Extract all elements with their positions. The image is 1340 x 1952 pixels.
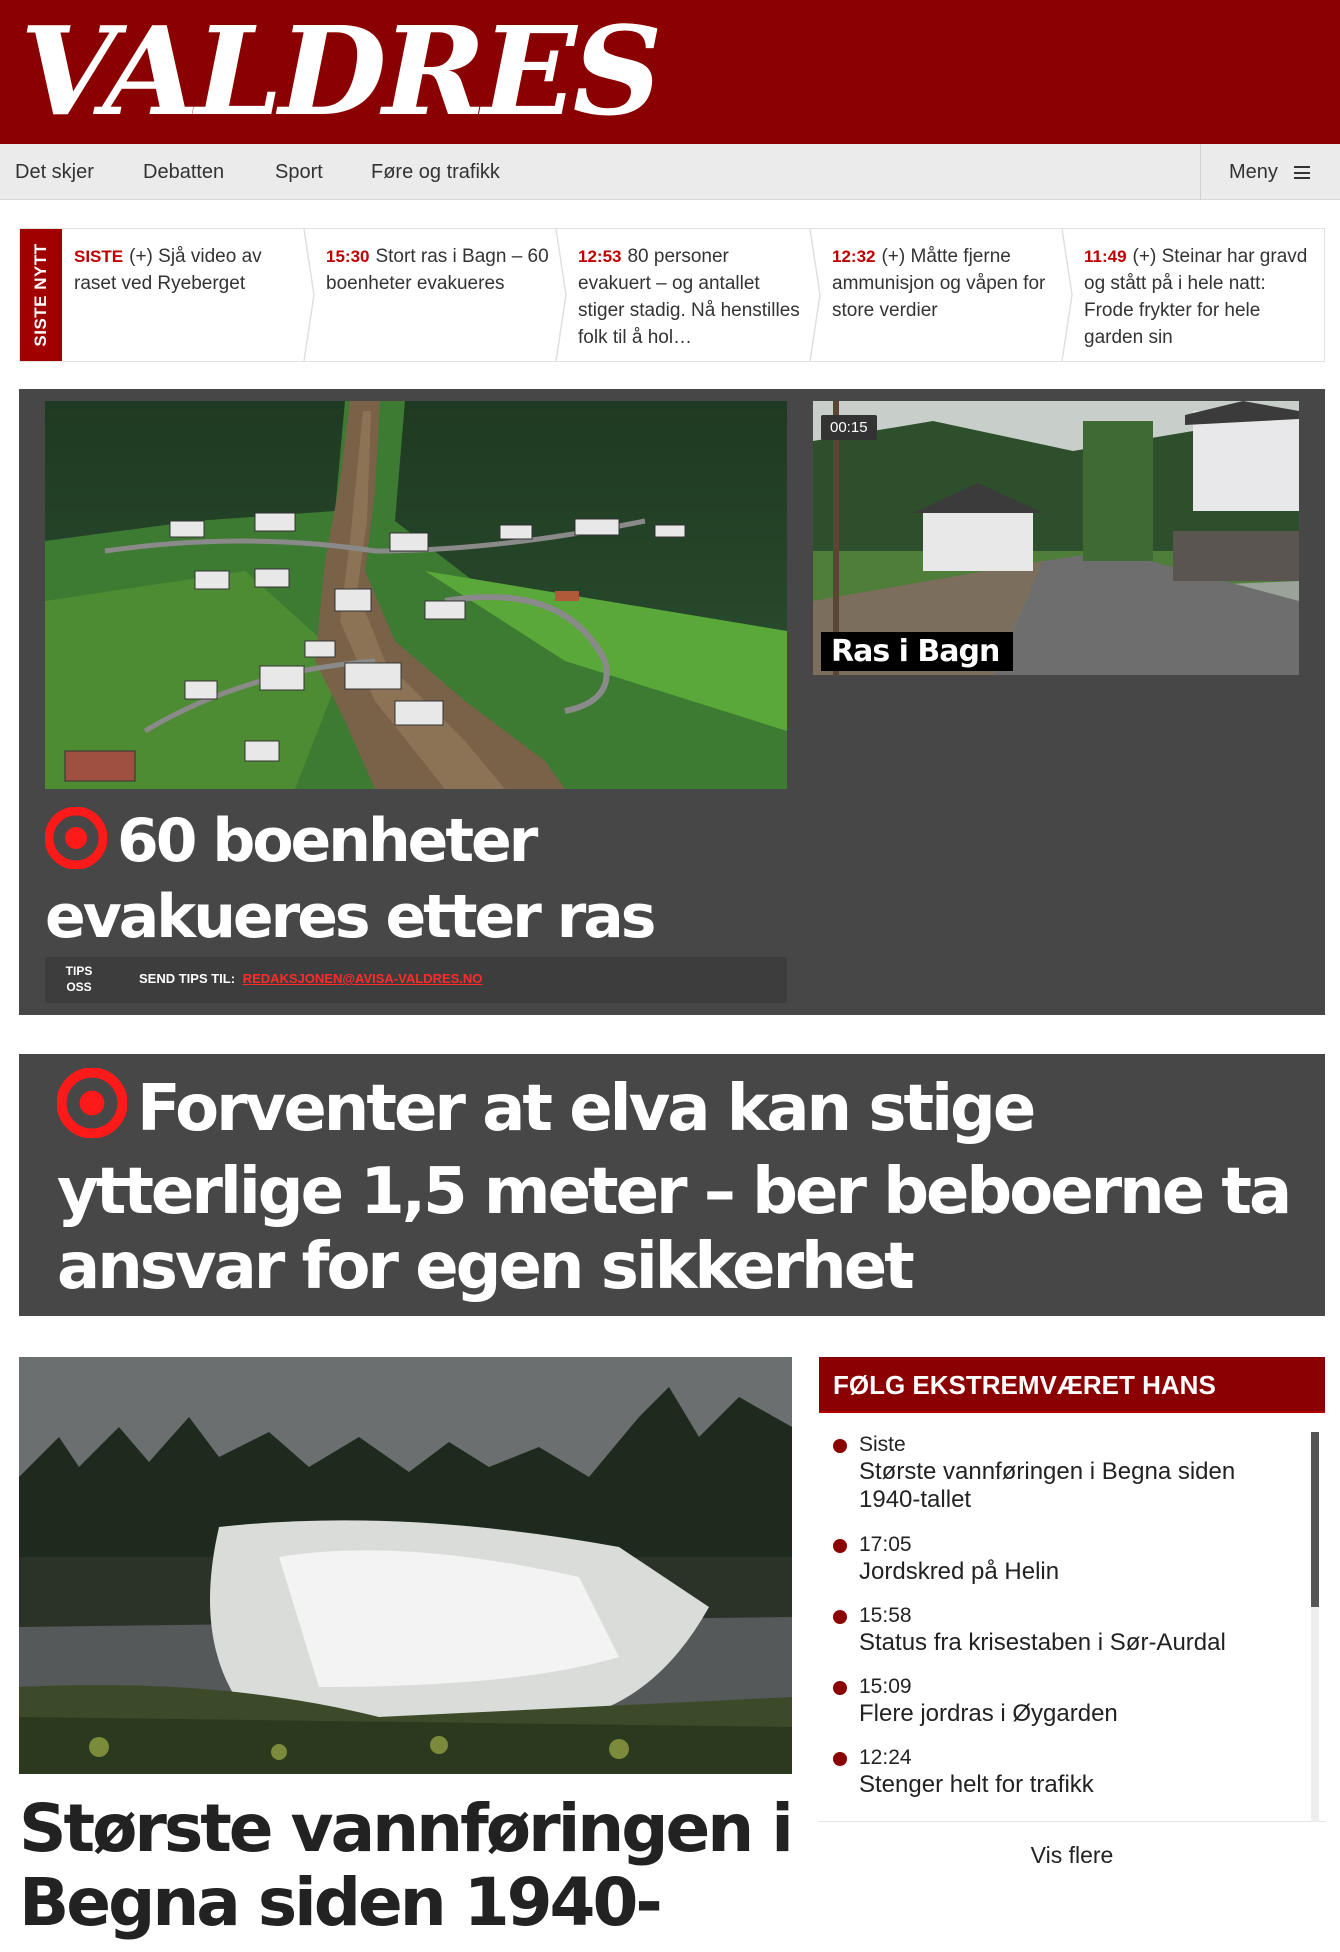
ticker-item[interactable]: [566, 229, 814, 361]
feed-item-text: Jordskred på Helin: [859, 1558, 1060, 1585]
video-thumbnail[interactable]: [813, 401, 1299, 675]
feed-item-time: 15:58: [859, 1604, 912, 1627]
feed-item-time: 17:05: [859, 1533, 912, 1556]
feed-item[interactable]: [833, 1603, 1283, 1657]
tips-badge: [59, 963, 99, 995]
show-more-button[interactable]: Vis flere: [1030, 1842, 1114, 1868]
feed-item-text: Stenger helt for trafikk: [859, 1771, 1094, 1798]
nav-item-fore-og-trafikk[interactable]: Føre og trafikk: [371, 161, 500, 183]
feed-item-text: Flere jordras i Øygarden: [859, 1700, 1118, 1727]
target-icon: [57, 1068, 127, 1155]
feed-scrollbar[interactable]: [1311, 1432, 1319, 1822]
ticker-text: 80 personer evakuert – og antallet stiger stadig. Nå henstilles folk til å hol…: [578, 246, 800, 348]
feed-item[interactable]: [833, 1532, 1283, 1586]
main-nav: [0, 144, 1340, 200]
sidebar-live-feed: [819, 1422, 1325, 1822]
nav-item-sport[interactable]: Sport: [275, 161, 323, 183]
third-story-headline[interactable]: Største vannføringen i Begna siden 1940-: [19, 1790, 791, 1941]
ticker-time: SISTE: [74, 247, 124, 266]
waterfall-photo[interactable]: [19, 1357, 792, 1774]
ticker-text: Stort ras i Bagn – 60 boenheter evakueres: [326, 246, 549, 294]
second-story-block: [19, 1054, 1325, 1316]
nav-item-debatten[interactable]: Debatten: [143, 161, 225, 183]
hamburger-icon: [1294, 166, 1310, 179]
feed-item-time: 15:09: [859, 1675, 912, 1698]
feed-item[interactable]: [833, 1745, 1283, 1799]
sidebar-title[interactable]: FØLG EKSTREMVÆRET HANS: [819, 1357, 1325, 1413]
tips-text: [139, 971, 482, 986]
second-story-headline-text: Forventer at elva kan stige ytterlige 1,5 meter – ber beboerne ta ansvar for egen sikkerhet: [57, 1072, 1290, 1304]
feed-item-text: Status fra krisestaben i Sør-Aurdal: [859, 1629, 1226, 1656]
top-story-headline[interactable]: [45, 807, 785, 951]
video-duration: 00:15: [821, 415, 877, 440]
bullet-dot-icon: [833, 1681, 847, 1695]
ticker-text: (+) Sjå video av raset ved Ryeberget: [74, 246, 262, 294]
ticker-text: (+) Måtte fjerne ammunisjon og våpen for store verdier: [832, 246, 1046, 321]
tips-badge-line2: OSS: [66, 980, 92, 994]
feed-scrollbar-thumb[interactable]: [1311, 1432, 1319, 1607]
feed-item-time: 12:24: [859, 1746, 912, 1769]
ticker-time: 11:49: [1084, 247, 1127, 266]
latest-news-ticker: [19, 228, 1325, 362]
feed-item[interactable]: [833, 1674, 1283, 1728]
bullet-dot-icon: [833, 1752, 847, 1766]
ticker-time: 15:30: [326, 247, 370, 266]
ticker-item[interactable]: [314, 229, 560, 361]
tips-email-link[interactable]: REDAKSJONEN@AVISA-VALDRES.NO: [242, 971, 483, 986]
feed-item-time: Siste: [859, 1433, 906, 1456]
ticker-item[interactable]: [1072, 229, 1324, 361]
landslide-aerial-photo[interactable]: [45, 401, 787, 789]
ticker-time: 12:32: [832, 247, 876, 266]
ticker-label-text: SISTE NYTT: [31, 243, 50, 347]
bullet-dot-icon: [833, 1610, 847, 1624]
site-logo[interactable]: VALDRES: [20, 0, 659, 143]
ticker-item[interactable]: [62, 229, 302, 361]
bullet-dot-icon: [833, 1439, 847, 1453]
target-icon: [45, 807, 107, 883]
tips-label: SEND TIPS TIL:: [139, 971, 236, 986]
ticker-text: (+) Steinar har gravd og stått på i hele natt: Frode frykter for hele garden sin: [1084, 246, 1308, 348]
second-story-headline[interactable]: [57, 1068, 1297, 1305]
bullet-dot-icon: [833, 1539, 847, 1553]
top-story-block: [19, 389, 1325, 1015]
ticker-label: [20, 229, 62, 361]
video-title: Ras i Bagn: [821, 632, 1013, 671]
menu-button[interactable]: [1200, 144, 1340, 200]
top-story-headline-text: 60 boenheter evakueres etter ras: [45, 806, 654, 952]
tips-badge-line1: TIPS: [65, 964, 93, 978]
feed-item-text: Største vannføringen i Begna siden 1940-tallet: [859, 1458, 1236, 1513]
menu-label: Meny: [1229, 161, 1278, 183]
tips-bar: [45, 957, 787, 1003]
ticker-time: 12:53: [578, 247, 622, 266]
feed-item[interactable]: [833, 1432, 1283, 1514]
masthead: [0, 0, 1340, 144]
nav-item-det-skjer[interactable]: Det skjer: [15, 161, 94, 183]
ticker-item[interactable]: [820, 229, 1066, 361]
